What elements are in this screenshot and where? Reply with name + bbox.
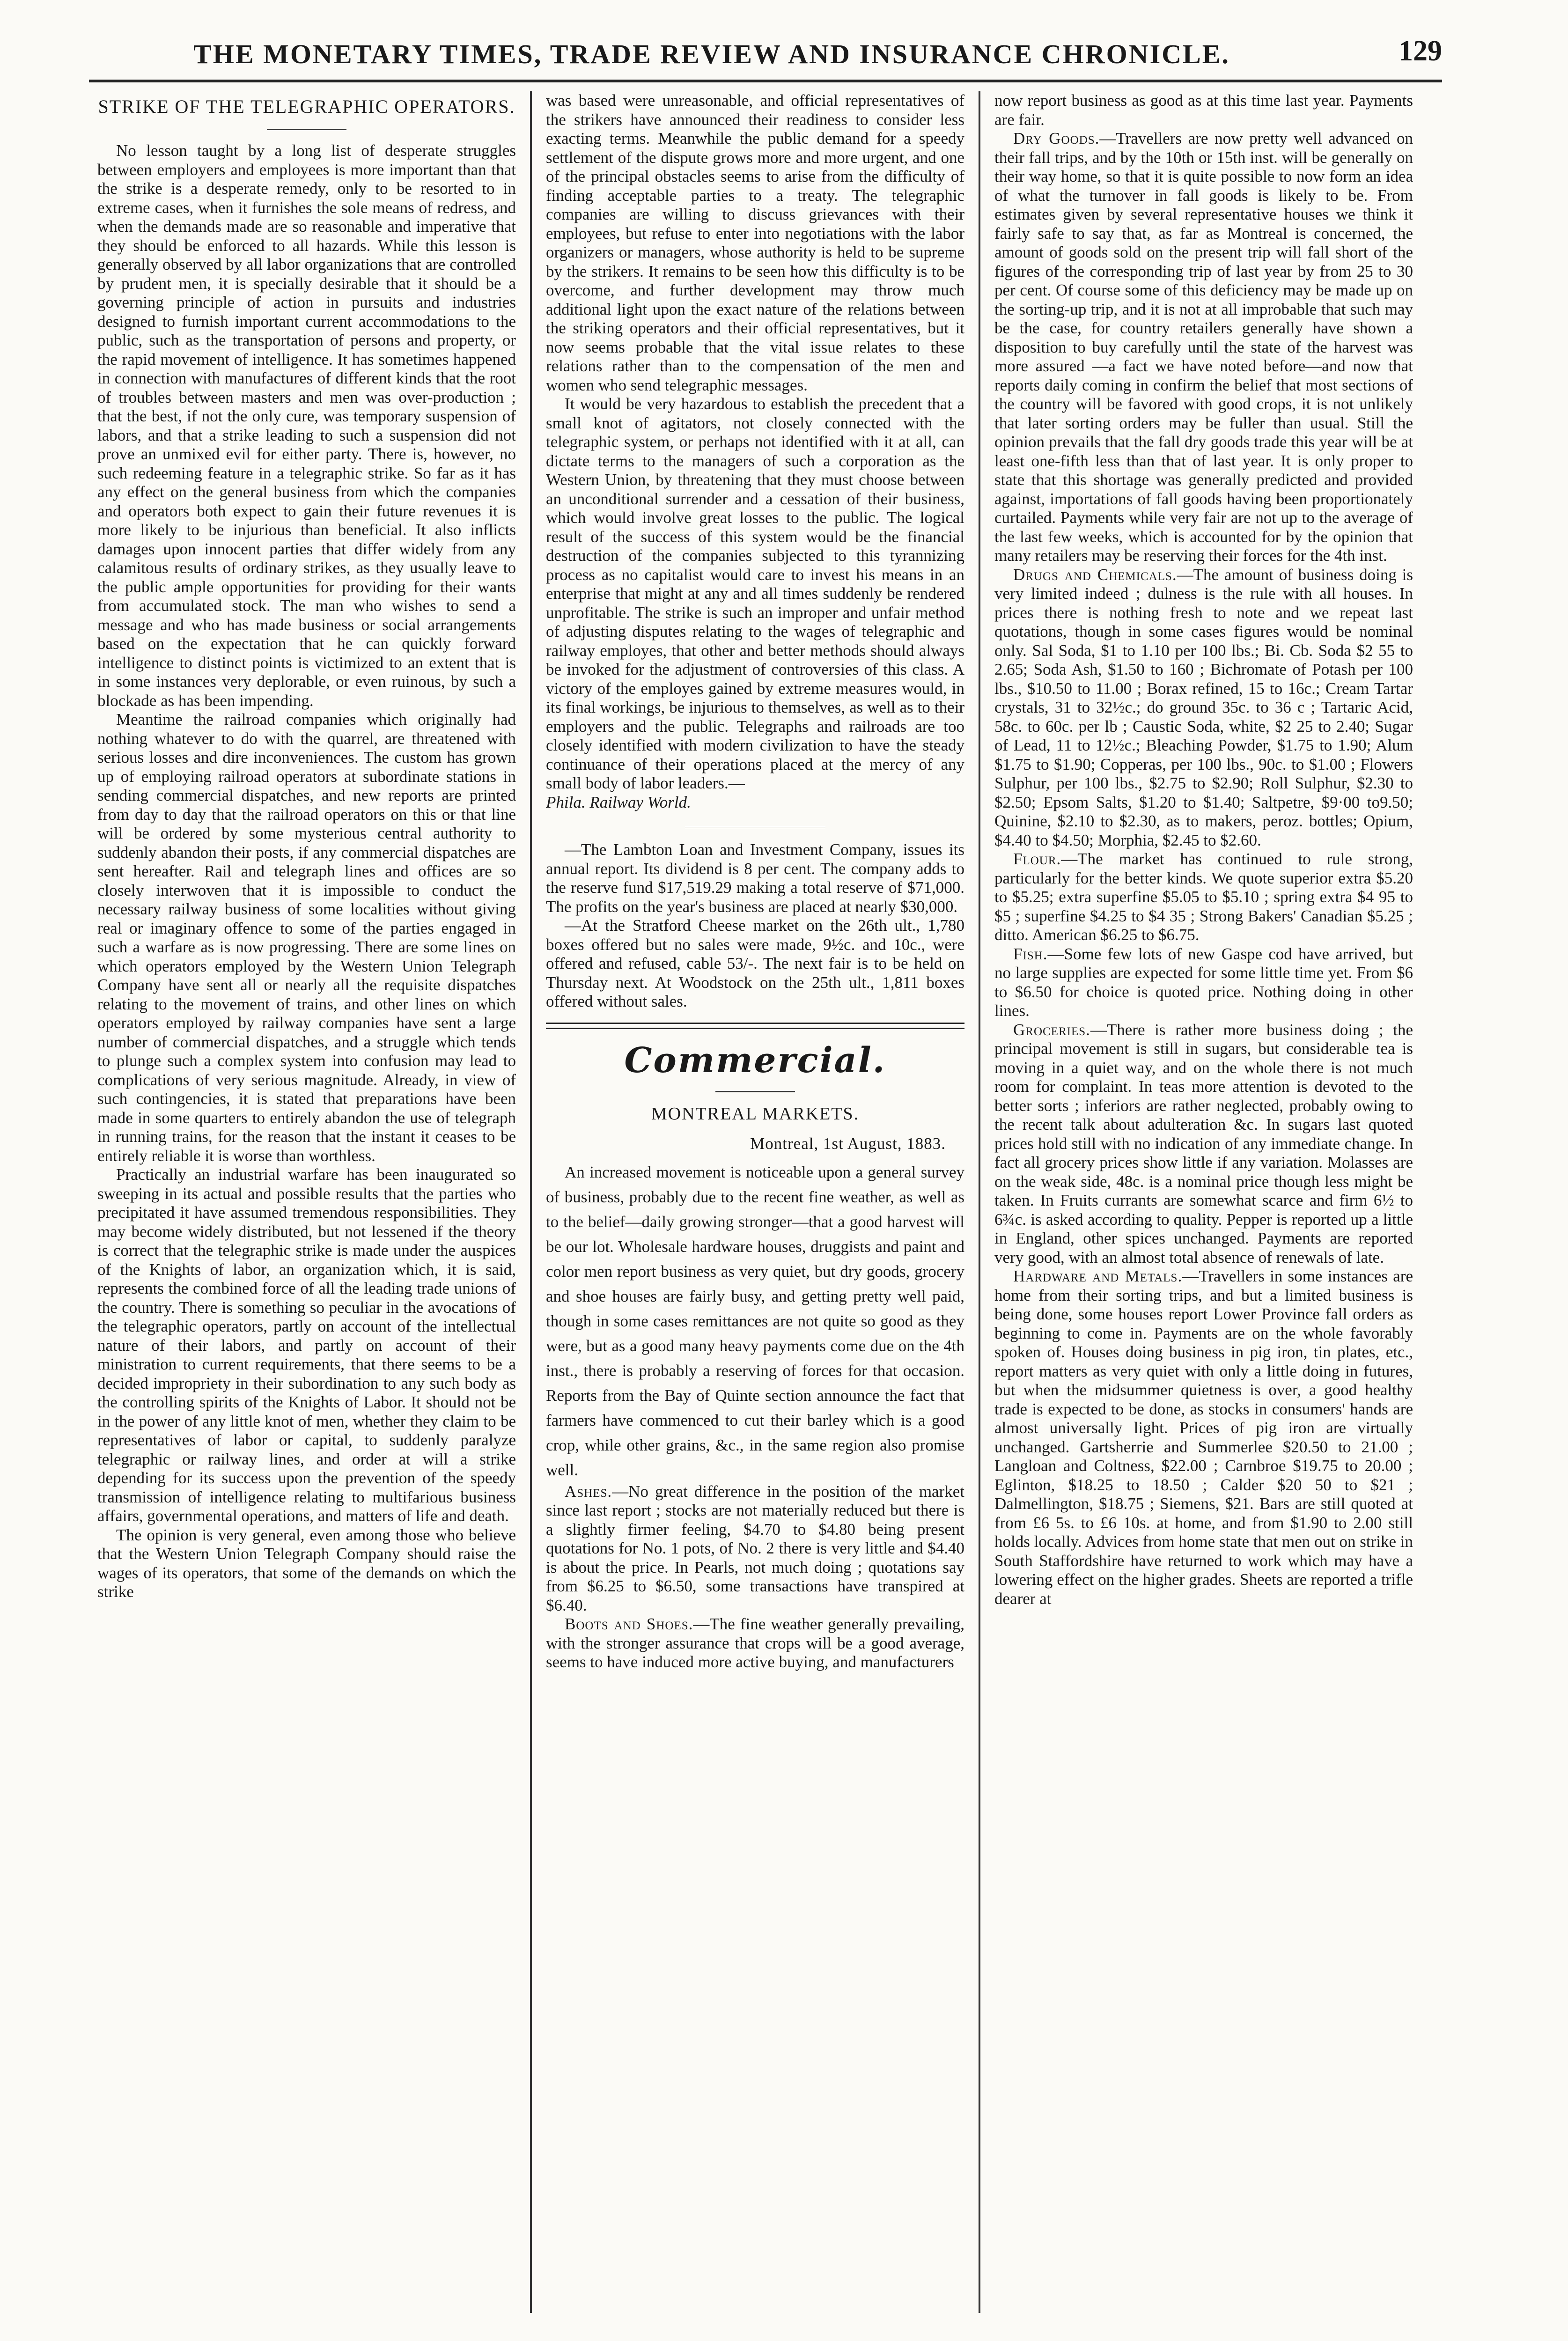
market-category-heading: Boots and Shoes. (565, 1615, 693, 1633)
article-paragraph: Meantime the railroad companies which originally had nothing whatever to do with the quarrel, are threatened with serious losses and dire inconveniences. The custom has grown up of employing railroad operators at subordinate stations in sending commercial dispatches, and new reports are printed from day to day that the railroad operators on this or that line will be ordered by some mysterious central authority to suddenly abandon their posts, if any commercial dispatches are sent hereafter. Rail and telegraph lines and offices are so closely interwoven that it is impossible to conduct the necessary railway business of some localities without giving real or imaginary offence to some of the parties engaged in such a warfare as is now progressing. There are some lines on which operators employed by the Western Union Telegraph Company have sent all or nearly all the requisite dispatches relating to the movement of trains, and other lines on which operators employed by railway companies have sent a large number of commercial dispatches, and a struggle which tends to plunge such a complex system into confusion may lead to complications of very serious magnitude. Already, in view of such contingencies, it is stated that preparations have been made in some quarters to entirely abandon the use of telegraph in running trains, for the reason that the instant it ceases to be entirely reliable it is worse than worthless. (97, 710, 516, 1165)
section-heading: Commercial. (624, 1040, 886, 1081)
market-category-text: —Travellers in some instances are home from their sorting trips, and but a limited business is being done, some houses report Lower Province fall orders as beginning to come in. Payments are on the whole favorably spoken of. Houses doing business in pig iron, tin plates, etc., report matters as very quiet with only a little doing in futures, but when the midsummer quietness is over, a good healthy trade is expected to be done, as stocks in consumers' hands are almost universally light. Prices of pig iron are virtually unchanged. Gartsherrie and Summerlee $20.50 to 21.00 ; Langloan and Coltness, $22.00 ; Carnbroe $19.75 to 20.00 ; Eglinton, $18.25 to 18.50 ; Calder $20 50 to $21 ; Dalmellington, $18.75 ; Siemens, $21. Bars are still quoted at from £6 5s. to £6 10s. at home, and from $1.90 to 2.00 still holds locally. Advices from home state that men out on strike in South Staffordshire have returned to work which may have a lowering effect on the higher grades. Sheets are reported a trifle dearer at (994, 1267, 1413, 1608)
section-rule (546, 1023, 964, 1029)
column-right (986, 91, 1421, 2313)
newspaper-page (89, 28, 1442, 2313)
article-paragraph: It would be very hazardous to establish the precedent that a small knot of agitators, not closely connected with the telegraphic system, or perhaps not identified with it at all, can dictate terms to the managers of such a corporation as the Western Union, by threatening that they must choose between an unconditional surrender and a cessation of their business, which would involve great losses to the public. The logical result of the success of this system would be the financial destruction of the companies subjected to this tyrannizing process as no capitalist would care to invest his means in an enterprise that might at any and all times suddenly be rendered unprofitable. The strike is such an improper and unfair method of adjusting disputes relating to the wages of telegraphic and railway employes, that other and better methods should always be invoked for the adjustment of controversies of this class. A victory of the employes gained by extreme measures would, in its final workings, be injurious to themselves, as well as to their employers and the public. Telegraphs and railroads are too closely identified with modern civilization to have the steady continuance of their operations placed at the mercy of any small body of labor leaders.— (546, 395, 964, 792)
column-left (89, 91, 524, 2313)
heading-rule (715, 1091, 795, 1092)
section-rule (685, 822, 825, 828)
market-category-heading: Groceries. (1013, 1020, 1090, 1039)
title-rule (267, 129, 346, 130)
page-number: 129 (1399, 35, 1442, 67)
article-paragraph: Practically an industrial warfare has been inaugurated so sweeping in its actual and possible results that the parties who precipitated it have assumed tremendous responsibilities. They may become widely distributed, but not lessened if the theory is correct that the telegraphic strike is made under the auspices of the Knights of labor, an organization which, it is said, represents the combined force of all the leading trade unions of the country. There is something so peculiar in the avocations of the telegraphic operators, partly on account of the intellectual nature of their labors, and partly on account of their ministration to current requirements, that there seems to be a decided impropriety in their subordination to any such body as the controlling spirits of the Knights of Labor. It should not be in the power of any little knot of men, whether they claim to be representatives of labor or capital, to suddenly paralyze telegraphic or railway lines, and order at will a strike depending for its success upon the prevention of the speedy transmission of intelligence relating to multifarious business affairs, governmental operations, and matters of life and death. (97, 1165, 516, 1525)
article-paragraph: now report business as good as at this time last year. Payments are fair. (994, 91, 1413, 129)
market-category-text: —There is rather more business doing ; the principal movement is still in sugars, but considerable tea is moving in a quiet way, and on the whole there is not much room for complaint. In teas more attention is devoted to the better sorts ; inferiors are rather neglected, probably owing to the recent talk about adulteration &c. In sugars last quoted prices hold still with no indication of any immediate change. In fact all grocery prices show little if any variation. Molasses are on the weak side, 48c. is a nominal price though less might be taken. In Fruits currants are somewhat scarce and firm 6½ to 6¾c. is asked according to quality. Pepper is reported up a little in England, other spices unchanged. Payments are reported very good, with an almost total absence of renewals of late. (994, 1020, 1413, 1266)
market-category-text: —The amount of business doing is very limited indeed ; dulness is the rule with all houses. In prices there is nothing fresh to note and we repeat last quotations, though in some cases figures would be nominal only. Sal Soda, $1 to 1.10 per 100 lbs.; Bi. Cb. Soda $2 55 to 2.65; Soda Ash, $1.50 to 160 ; Bichromate of Potash per 100 lbs., $10.50 to 11.00 ; Borax refined, 15 to 16c.; Cream Tartar crystals, 31 to 32½c.; do ground 35c. to 36 c ; Tartaric Acid, 58c. to 60c. per lb ; Caustic Soda, white, $2 25 to 2.40; Sugar of Lead, 11 to 12½c.; Bleaching Powder, $1.75 to 1.90; Alum $1.75 to $1.90; Copperas, per 100 lbs., 90c. to $1.00 ; Flowers Sulphur, per 100 lbs., $2.75 to $2.90; Roll Sulphur, $2.30 to $2.50; Epsom Salts, $1.20 to $1.40; Saltpetre, $9·00 to9.50; Quinine, $2.10 to $2.30, as to makers, peroz. bottles; Opium, $4.40 to $4.50; Morphia, $2.45 to $2.60. (994, 565, 1413, 849)
article-paragraph: An increased movement is noticeable upon a general survey of business, probably due to the recent fine weather, as well as to the belief—daily growing stronger—that a good harvest will be our lot. Wholesale hardware houses, druggists and paint and color men report business as very quiet, but dry goods, grocery and shoe houses are fairly busy, and getting pretty well paid, though in some cases remittances are not quite so good as they were, but as a good many heavy payments come due on the 4th inst., there is probably a reserving of forces for that occasion. Reports from the Bay of Quinte section announce the fact that farmers have commenced to cut their barley which is a good crop, while other grains, &c., in the same region also promise well. (546, 1163, 964, 1479)
column-divider (979, 91, 980, 2313)
dateline: Montreal, 1st August, 1883. (750, 1134, 946, 1153)
columns (89, 91, 1442, 2313)
market-category-heading: Fish. (1013, 944, 1048, 963)
market-category-text: —The fine weather generally prevailing, with the stronger assurance that crops will be a good average, seems to have induced more active buying, and manufacturers (546, 1615, 964, 1671)
market-category-heading: Hardware and Metals. (1013, 1267, 1183, 1285)
market-category-text: —No great difference in the position of the market since last report ; stocks are not materially reduced but there is a slightly firmer feeling, $4.70 to $4.80 being present quotations for No. 1 pots, of No. 2 there is very little and $4.40 is about the price. In Pearls, not much doing ; quotations say from $6.25 to $6.50, some transactions have transpired at $6.40. (546, 1482, 964, 1614)
market-category-heading: Ashes. (565, 1482, 612, 1501)
attribution: Phila. Railway World. (546, 793, 691, 811)
article-paragraph: No lesson taught by a long list of desperate struggles between employers and employees is more important than that the strike is a desperate remedy, only to be resorted to in extreme cases, when it furnishes the sole means of redress, and when the demands made are so reasonable and imperative that they should be enforced to all hazards. While this lesson is generally observed by all labor organizations that are controlled by prudent men, it is specially desirable that it should be a governing principle of action in pursuits and industries designed to furnish important current accommodations to the public, such as the transportation of persons and property, or the rapid movement of intelligence. It has sometimes happened in connection with manufactures of different kinds that the root of troubles between masters and men was over-production ; that the best, if not the only cure, was temporary suspension of labors, and that a strike leading to such a suspension did not prove an unmixed evil for either party. There is, however, no such redeeming feature in a telegraphic strike. So far as it has any effect on the general business from which the companies and operators both expect to gain their future revenues it is more likely to be injurious than beneficial. It also inflicts damages upon innocent parties that differ widely from any calamitous results of ordinary strikes, as they usually leave to the public ample opportunities for providing for their wants from accumulated stock. The man who wishes to send a message and who has made business or social arrangements based on the expectation that he can quickly forward intelligence to distinct points is victimized to an extent that is in some instances very deplorable, or even ruinous, by such a blockade as has been impending. (97, 141, 516, 710)
column-middle (537, 91, 973, 2313)
column-divider (530, 91, 532, 2313)
article-title: STRIKE OF THE TELEGRAPHIC OPERATORS. (98, 96, 515, 117)
market-intro (546, 1160, 964, 1482)
market-category-heading: Dry Goods. (1013, 129, 1100, 147)
article-paragraph: The opinion is very general, even among those who believe that the Western Union Telegraph Company should raise the wages of its operators, that some of the demands on which the strike (97, 1525, 516, 1601)
news-note: —The Lambton Loan and Investment Company, issues its annual report. Its dividend is 8 per cent. The company adds to the reserve fund $17,519.29 making a total reserve of $71,000. The profits on the year's business are placed at nearly $30,000. (546, 840, 964, 916)
market-category-text: —Some few lots of new Gaspe cod have arrived, but no large supplies are expected for some little time yet. From $6 to $6.50 for choice is quoted price. Nothing doing in other lines. (994, 944, 1413, 1020)
market-report-title: MONTREAL MARKETS. (651, 1104, 860, 1124)
running-head (89, 28, 1442, 82)
news-note: —At the Stratford Cheese market on the 26th ult., 1,780 boxes offered but no sales were made, 9½c. and 10c., were offered and refused, cable 53/-. The next fair is to be held on Thursday next. At Woodstock on the 25th ult., 1,811 boxes offered without sales. (546, 916, 964, 1010)
market-category-text: —The market has continued to rule strong, particularly for the better kinds. We quote superior extra $5.20 to $5.25; extra superfine $5.05 to $5.10 ; spring extra $4 95 to $5 ; superfine $4.25 to $4 35 ; Strong Bakers' Canadian $5.25 ; ditto. American $6.25 to $6.75. (994, 850, 1413, 944)
market-category-heading: Flour. (1013, 850, 1061, 868)
market-category-text: —Travellers are now pretty well advanced on their fall trips, and by the 10th or 15th inst. will be generally on their way home, so that it is quite possible to now form an idea of what the turnover in fall goods is likely to be. From estimates given by several representative houses we think it fairly safe to say that, as far as Montreal is concerned, the amount of goods sold on the present trip will fall short of the figures of the corresponding trip of last year by from 25 to 30 per cent. Of course some of this deficiency may be made up on the sorting-up trip, and it is not at all improbable that such may be the case, for country retailers generally have shown a disposition to buy carefully until the state of the harvest was more assured —a fact we have noted before—and now that reports daily coming in confirm the belief that most sections of the country will be favored with good crops, it is not unlikely that later sorting orders may be fuller than usual. Still the opinion prevails that the fall dry goods trade this year will be at least one-fifth less than that of last year. It is only proper to state that this shortage was generally predicted and provided against, importations of fall goods having been proportionately curtailed. Payments while very fair are not up to the average of the last few weeks, which is accounted for by the opinion that many retailers may be reserving their forces for the 4th inst. (994, 129, 1413, 565)
market-category-heading: Drugs and Chemicals. (1013, 565, 1177, 584)
page-title: THE MONETARY TIMES, TRADE REVIEW AND INSURANCE CHRONICLE. (193, 39, 1230, 69)
article-paragraph: was based were unreasonable, and official representatives of the strikers have announced their readiness to consider less exacting terms. Meanwhile the public demand for a speedy settlement of the dispute grows more and more urgent, and one of the principal obstacles seems to arise from the difficulty of finding acceptable parties to a treaty. The telegraphic companies are willing to discuss grievances with their employees, but refuse to enter into negotiations with the labor organizers or managers, whose authority is held to be supreme by the strikers. It remains to be seen how this difficulty is to be overcome, and further development may throw much additional light upon the exact nature of the relations between the striking operators and their official representatives, but it now seems probable that the vital issue relates to these relations rather than to the compensation of the men and women who send telegraphic messages. (546, 91, 964, 394)
